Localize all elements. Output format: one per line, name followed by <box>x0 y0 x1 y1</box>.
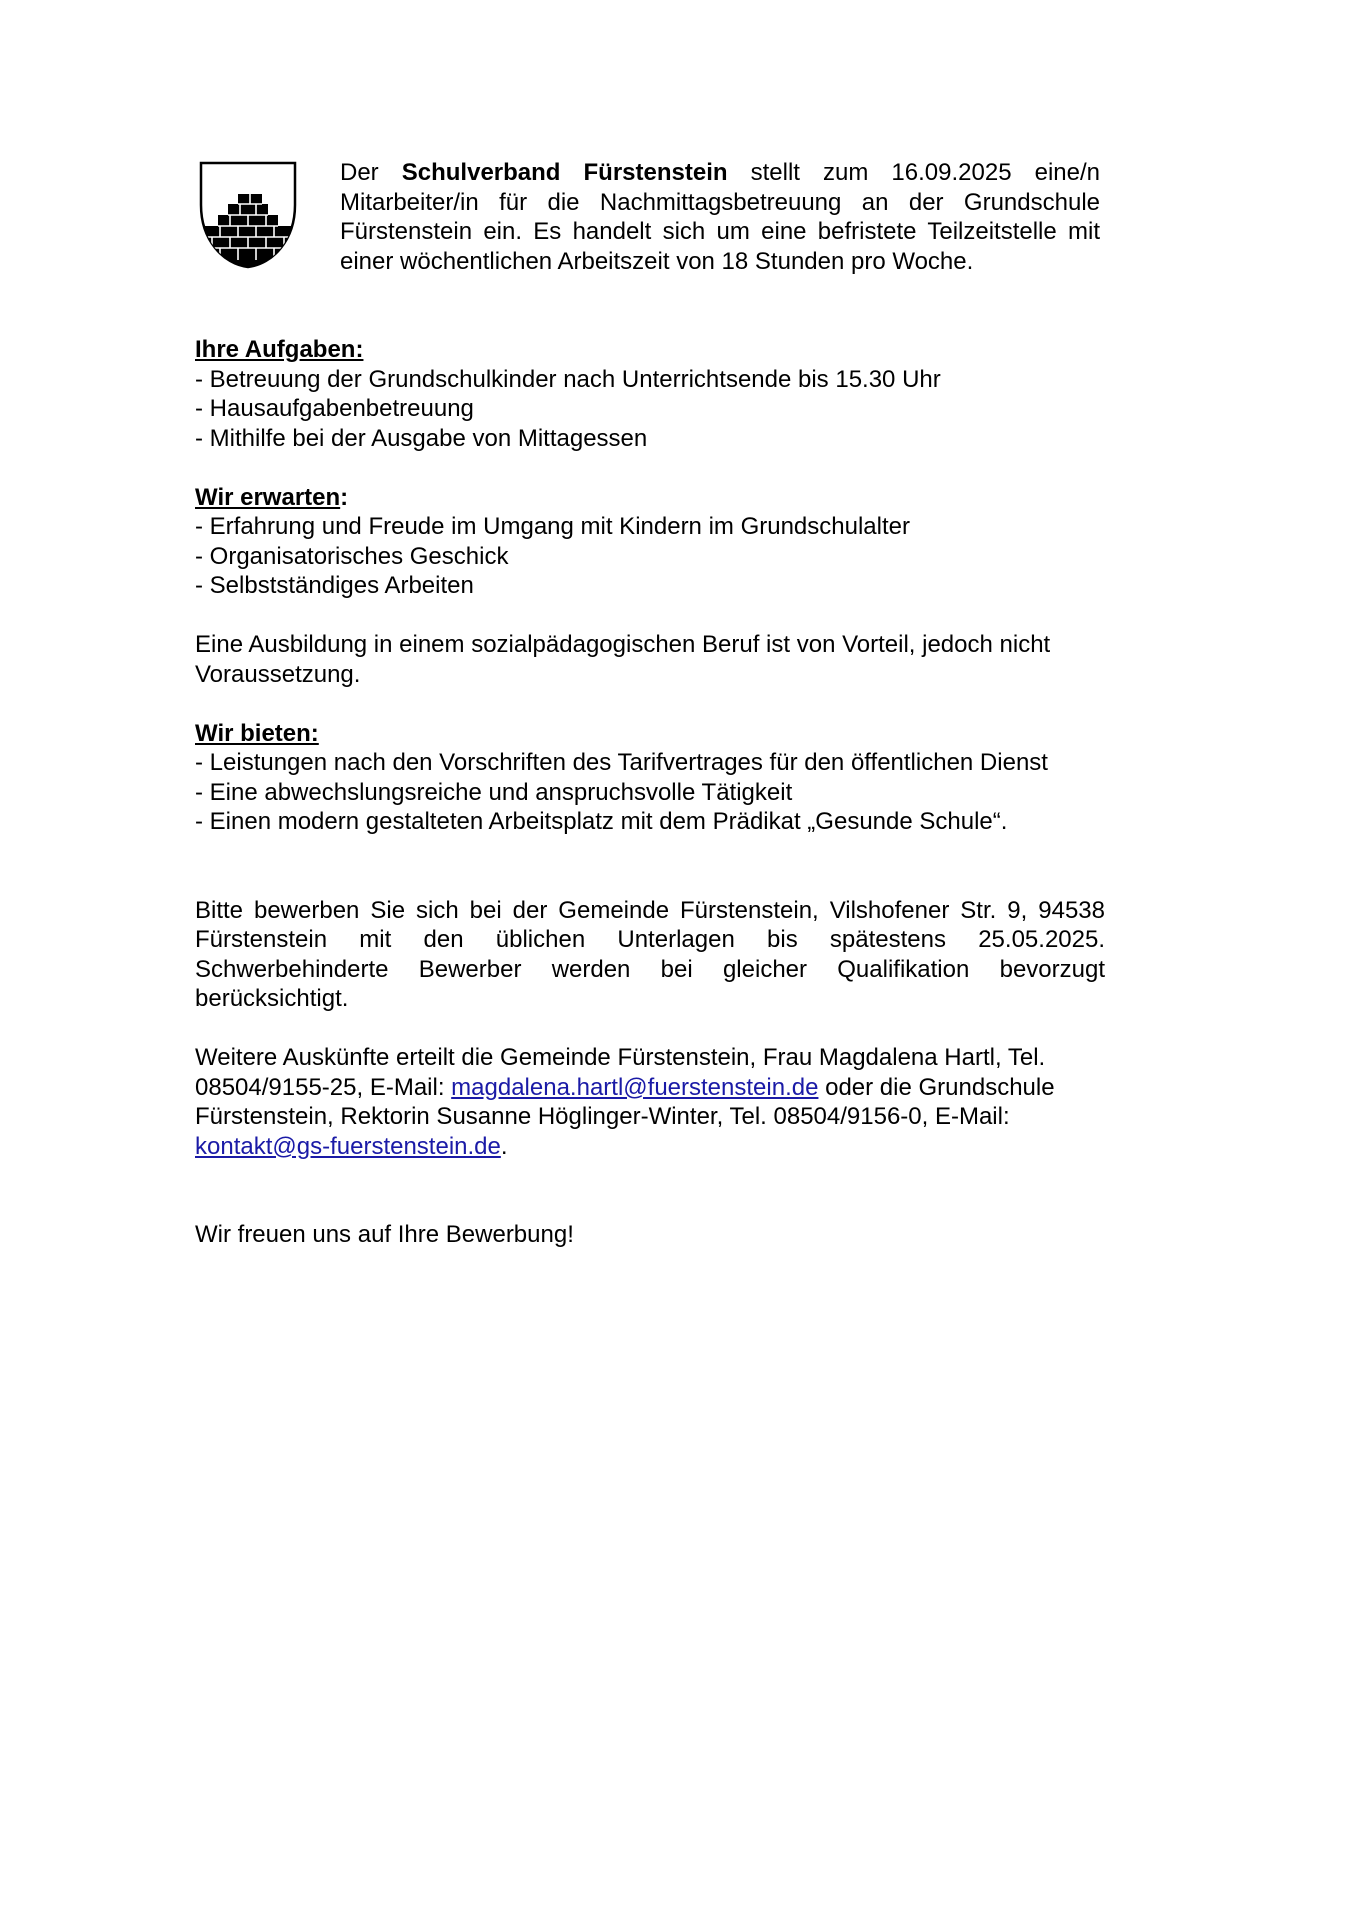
spacer <box>195 453 1105 483</box>
bewerbung-paragraph: Bitte bewerben Sie sich bei der Gemeinde Fürstenstein, Vilshofener Str. 9, 94538 Fürstenstein mit den üblichen Unterlagen bis spätestens 25.05.2025. Schwerbehinderte Bewerber werden bei gleicher Qualifikation bevorzugt berücksichtigt. <box>195 896 1105 1012</box>
document-body <box>195 335 1105 1250</box>
list-erwarten <box>195 512 1105 601</box>
list-aufgaben <box>195 365 1105 454</box>
list-bieten <box>195 748 1105 837</box>
kontakt-text-1: Weitere Auskünfte erteilt die Gemeinde Fürstenstein, Frau Magdalena Hartl, Tel. 08504/9155-25, E-Mail: <box>195 1044 1046 1101</box>
list-item: - Betreuung der Grundschulkinder nach Unterrichtsende bis 15.30 Uhr <box>195 365 941 393</box>
intro-paragraph <box>340 158 1100 276</box>
ausbildung-paragraph: Eine Ausbildung in einem sozialpädagogischen Beruf ist von Vorteil, jedoch nicht Voraussetzung. <box>195 631 1051 688</box>
spacer <box>195 689 1105 719</box>
spacer <box>195 601 1105 631</box>
heading-bieten: Wir bieten: <box>195 719 319 747</box>
organization-name: Schulverband Fürstenstein <box>401 159 728 186</box>
heading-erwarten-colon: : <box>340 483 349 511</box>
spacer <box>195 1014 1105 1044</box>
kontakt-text-2: oder die Grundschule Fürstenstein, Rektorin Susanne Höglinger-Winter, Tel. 08504/9156-0, E-Mail: <box>195 1073 1055 1130</box>
heading-aufgaben: Ihre Aufgaben: <box>195 336 364 363</box>
list-item: - Leistungen nach den Vorschriften des Tarifvertrages für den öffentlichen Dienst <box>195 749 1048 776</box>
intro-text: stellt zum 16.09.2025 eine/n Mitarbeiter/in für die Nachmittagsbetreuung an der Grundschule Fürstenstein ein. Es handelt sich um eine befristete Teilzeitstelle mit einer wöchentlichen Arbeitszeit von 18 Stunden pro Woche. <box>340 159 1100 275</box>
section-aufgaben <box>195 335 1105 453</box>
email-link-grundschule[interactable]: kontakt@gs-fuerstenstein.de <box>195 1132 501 1160</box>
list-item: - Eine abwechslungsreiche und anspruchsvolle Tätigkeit <box>195 778 793 806</box>
section-erwarten <box>195 483 1105 601</box>
kontakt-paragraph <box>195 1043 1105 1161</box>
email-link-gemeinde[interactable]: magdalena.hartl@fuerstenstein.de <box>451 1073 819 1101</box>
intro-prefix: Der <box>340 159 402 186</box>
spacer <box>195 1161 1105 1220</box>
list-item: - Erfahrung und Freude im Umgang mit Kindern im Grundschulalter <box>195 513 910 540</box>
spacer <box>195 837 1105 896</box>
kontakt-text-3: . <box>500 1132 508 1160</box>
coat-of-arms-brick-wall-icon <box>198 160 298 270</box>
list-item: - Einen modern gestalteten Arbeitsplatz mit dem Prädikat „Gesunde Schule“. <box>195 808 1008 835</box>
closing-line: Wir freuen uns auf Ihre Bewerbung! <box>195 1221 574 1248</box>
list-item: - Mithilfe bei der Ausgabe von Mittagessen <box>195 424 648 452</box>
list-item: - Hausaufgabenbetreuung <box>195 395 474 422</box>
list-item: - Selbstständiges Arbeiten <box>195 572 474 599</box>
list-item: - Organisatorisches Geschick <box>195 542 509 570</box>
section-bieten <box>195 719 1105 837</box>
heading-erwarten <box>195 483 1105 513</box>
heading-erwarten-text: Wir erwarten <box>195 483 341 511</box>
